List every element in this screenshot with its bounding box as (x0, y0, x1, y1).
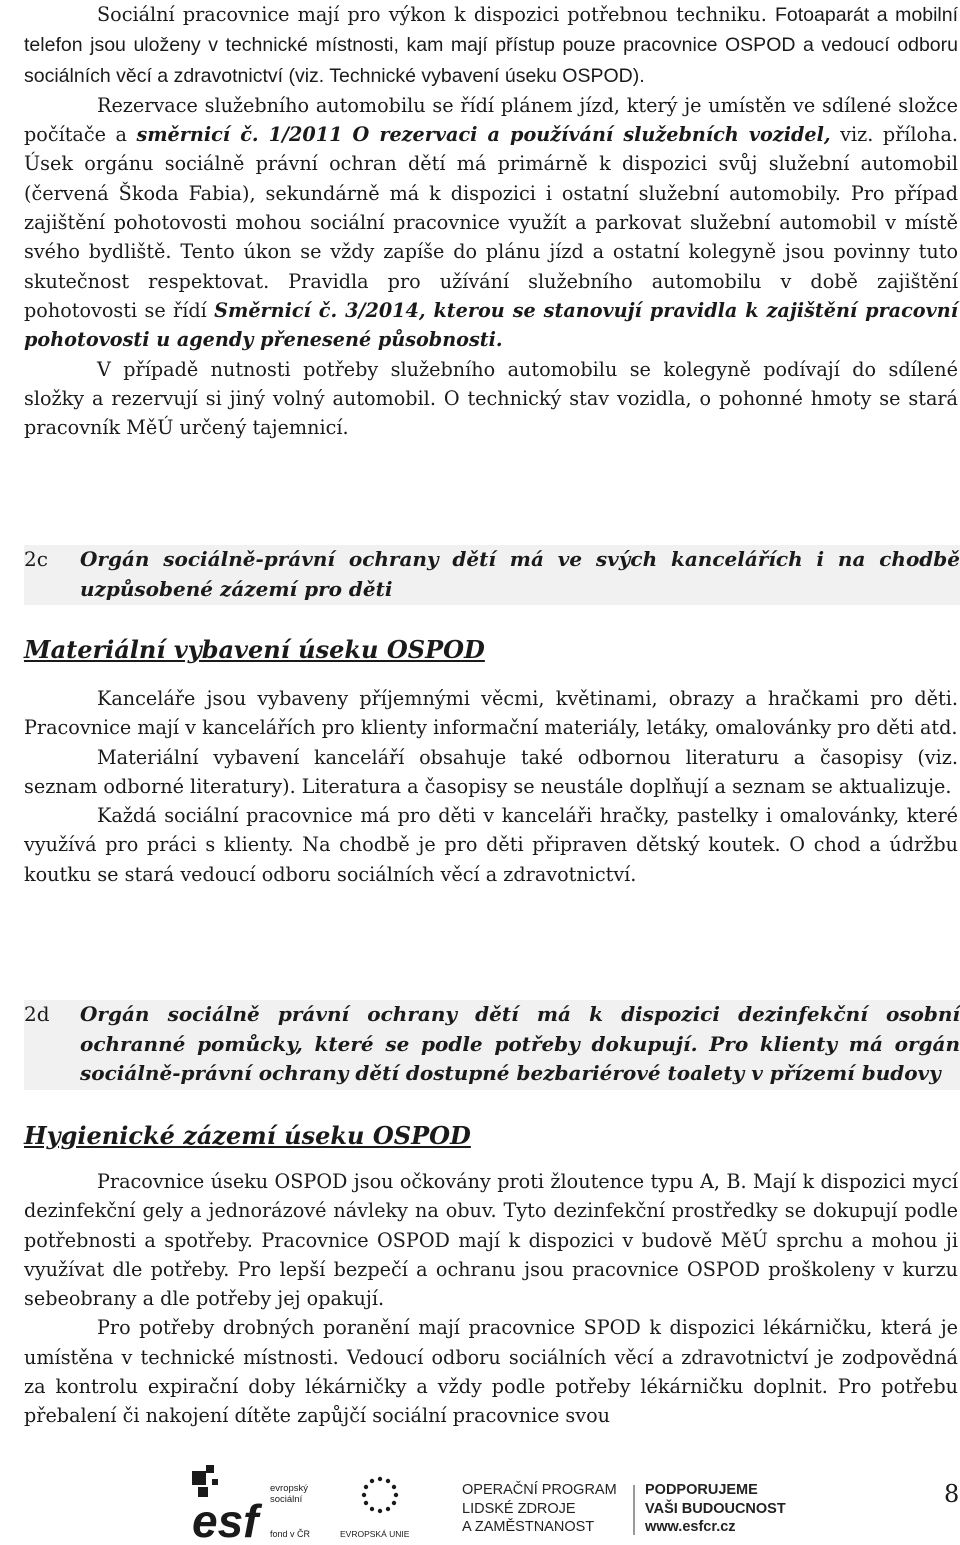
intro-block (24, 0, 958, 442)
section-title: Orgán sociálně právní ochrany dětí má k dispozici dezinfekční osobní ochranné pomůcky, které se podle potřeby dokupují. Pro klienty má orgán sociálně-právní ochrany dětí dostupné bezbariérové toalety v přízemí budovy (80, 1002, 960, 1085)
esf-sub-text: evropský (270, 1483, 309, 1494)
intro-text: Sociální pracovnice mají pro výkon k dispozici potřebnou techniku. (97, 3, 775, 26)
esf-wordmark: esf (192, 1495, 259, 1541)
hygiene-block (24, 1167, 958, 1431)
op-line: OPERAČNÍ PROGRAM (462, 1482, 617, 1498)
directive-reference: Směrnicí č. 3/2014, kterou se stanovují pravidla k zajištění pracovní pohotovosti u agendy přenesené působnosti. (24, 298, 958, 352)
heading-hygiene: Hygienické zázemí úseku OSPOD (24, 1121, 471, 1150)
eu-stars-icon (338, 1469, 438, 1541)
intro-paragraph-3: V případě nutnosti potřeby služebního automobilu se kolegyně podívají do sdílené složky a rezervují si jiný volný automobil. O technický stav vozidla, o pohonné hmoty se stará pracovník MěÚ určený tajemnicí. (24, 357, 958, 440)
material-paragraph-2: Materiální vybavení kanceláří obsahuje také odbornou literaturu a časopisy (viz. seznam odborné literatury). Literatura a časopisy se neustále doplňují a seznam se aktualizuje. (24, 745, 958, 798)
heading-material: Materiální vybavení úseku OSPOD (24, 635, 485, 664)
intro-text: Úsek orgánu sociálně právní ochran dětí má primárně k dispozici svůj služební automobil (červená Škoda Fabia), sekundárně má k dispozici i ostatní služební automobily. Pro případ zajištění pohotovosti mohou sociální pracovnice využít a parkovat služební automobil v místě svého bydliště. Tento úkon se vždy zapíše do plánu jízd a ostatní kolegyně jsou povinny tuto skutečnost respektovat. Pravidla pro užívání služebního automobilu v době zajištění pohotovosti se řídí (24, 152, 958, 322)
hygiene-paragraph-1: Pracovnice úseku OSPOD jsou očkovány proti žloutence typu A, B. Mají k dispozici mycí dezinfekční gely a jednorázové návleky na obuv. Tyto dezinfekční prostředky se dokupují podle potřebnosti a spotřeby. Pracovnice OSPOD mají k dispozici v budově MěÚ sprchu a mohou ji využívat dle potřeby. Pro lepší bezpečí a ochranu jsou pracovnice OSPOD proškoleny v kurzu sebeobrany a dle potřeby jej opakují. (24, 1170, 958, 1311)
directive-reference: směrnicí č. 1/2011 O rezervaci a používání služebních vozidel, (136, 123, 831, 147)
section-2c (24, 545, 960, 605)
section-2d (24, 1000, 960, 1090)
section-number: 2c (24, 547, 48, 571)
support-text (645, 1481, 786, 1537)
footer-logos (190, 1455, 910, 1541)
support-line: VAŠI BUDOUCNOST (645, 1500, 786, 1517)
intro-text: Rezervace služebního automobilu se řídí plánem jízd, který je umístěn ve sdílené složce počítače a (24, 93, 958, 147)
op-line: A ZAMĚSTNANOST (462, 1519, 595, 1535)
eu-flag-logo (338, 1469, 448, 1541)
intro-text: viz. příloha. (830, 123, 958, 147)
hygiene-paragraph-2: Pro potřeby drobných poranění mají pracovnice SPOD k dispozici lékárničku, která je umístěna v technické místnosti. Vedoucí odboru sociálních věcí a zdravotnictví je zodpovědná za kontrolu expirační doby lékárničky a vždy podle potřeby lékárničku doplnit. Pro potřebu přebalení či nakojení dítěte zapůjčí sociální pracovnice svou (24, 1316, 958, 1428)
op-program-text (462, 1481, 617, 1537)
intro-text-sans: Fotoaparát a mobilní telefon jsou uloženy v technické místnosti, kam mají přístup pouze pracovnice OSPOD a vedoucí odboru sociálních věcí a zdravotnictví (viz. Technické vybavení úseku OSPOD). (24, 4, 958, 87)
intro-paragraph-2 (24, 91, 958, 355)
esf-sub-text: sociální (270, 1494, 303, 1505)
page-number: 8 (944, 1480, 960, 1508)
esf-mark-icon (190, 1465, 340, 1541)
footer-divider (633, 1485, 635, 1535)
section-number: 2d (24, 1002, 50, 1026)
op-line: LIDSKÉ ZDROJE (462, 1500, 576, 1517)
esf-logo (190, 1465, 340, 1541)
material-block (24, 684, 958, 889)
intro-paragraph-1 (24, 0, 958, 91)
support-line: PODPORUJEME (645, 1482, 758, 1498)
support-url: www.esfcr.cz (645, 1519, 736, 1535)
eu-label: EVROPSKÁ UNIE (340, 1529, 410, 1539)
esf-sub-text: fond v ČR (270, 1529, 311, 1539)
material-paragraph-1: Kanceláře jsou vybaveny příjemnými věcmi, květinami, obrazy a hračkami pro děti. Pracovnice mají v kancelářích pro klienty informační materiály, letáky, omalovánky pro děti atd. (24, 687, 958, 740)
material-paragraph-3: Každá sociální pracovnice má pro děti v kanceláři hračky, pastelky i omalovánky, které využívá pro práci s klienty. Na chodbě je pro děti připraven dětský koutek. O chod a údržbu koutku se stará vedoucí odboru sociálních věcí a zdravotnictví. (24, 804, 958, 886)
section-title: Orgán sociálně-právní ochrany dětí má ve svých kancelářích i na chodbě uzpůsobené zázemí pro děti (80, 547, 960, 601)
